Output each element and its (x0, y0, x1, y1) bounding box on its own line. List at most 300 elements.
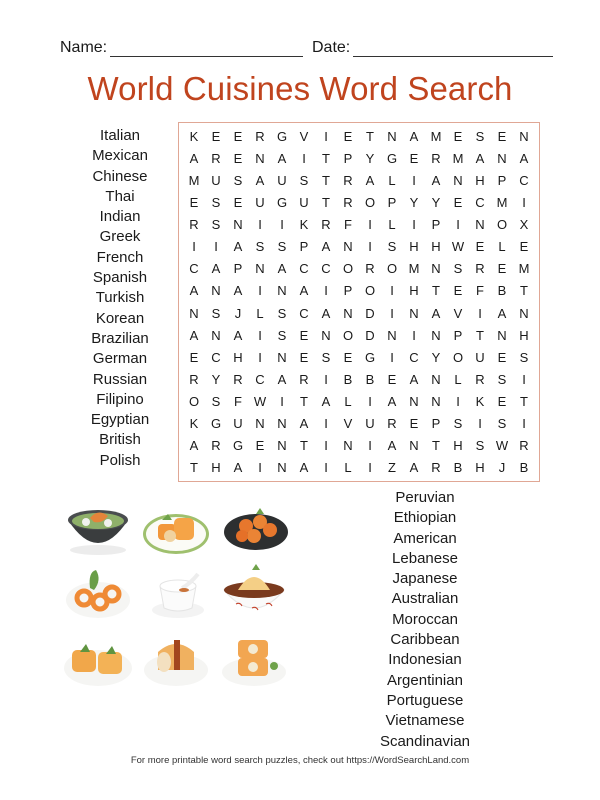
word-list-item: Mexican (92, 147, 148, 165)
grid-cell[interactable]: S (277, 239, 287, 255)
grid-cell[interactable]: T (432, 283, 440, 299)
grid-cell[interactable]: N (409, 394, 419, 410)
grid-cell[interactable]: K (475, 394, 485, 410)
grid-cell[interactable]: I (324, 438, 328, 454)
grid-cell[interactable]: L (388, 217, 396, 233)
word-list-item: Argentinian (387, 671, 463, 689)
grid-cell[interactable]: I (214, 239, 218, 255)
grid-cell[interactable]: K (189, 416, 199, 432)
grid-cell[interactable]: Y (431, 194, 441, 210)
grid-cell[interactable]: A (321, 239, 331, 255)
grid-cell[interactable]: N (277, 416, 287, 432)
grid-cell[interactable]: U (211, 172, 221, 188)
grid-cell[interactable]: N (497, 327, 507, 343)
grid-cell[interactable]: N (519, 305, 529, 321)
grid-cell[interactable]: C (519, 172, 529, 188)
grid-cell[interactable]: N (475, 217, 485, 233)
grid-cell[interactable]: H (409, 283, 419, 299)
grid-cell[interactable]: H (453, 438, 463, 454)
grid-cell[interactable]: E (453, 194, 463, 210)
grid-cell[interactable]: E (233, 194, 243, 210)
grid-cell[interactable]: A (189, 327, 199, 343)
grid-cell[interactable]: I (478, 305, 482, 321)
date-field[interactable] (312, 39, 553, 57)
grid-cell[interactable]: O (188, 394, 200, 410)
grid-cell[interactable]: R (211, 150, 221, 166)
grid-cell[interactable]: Y (431, 349, 441, 365)
grid-cell[interactable]: E (189, 194, 199, 210)
grid-cell[interactable]: N (255, 150, 265, 166)
grid-cell[interactable]: N (233, 217, 243, 233)
grid-cell[interactable]: W (253, 394, 267, 410)
grid-cell[interactable]: V (299, 128, 309, 144)
grid-cell[interactable]: G (276, 194, 288, 210)
grid-cell[interactable]: E (497, 349, 507, 365)
grid-cell[interactable]: P (431, 217, 441, 233)
grid-cell[interactable]: I (368, 394, 372, 410)
grid-cell[interactable]: P (299, 239, 309, 255)
grid-cell[interactable]: T (322, 194, 330, 210)
grid-cell[interactable]: A (409, 128, 419, 144)
grid-cell[interactable]: N (519, 128, 529, 144)
grid-cell[interactable]: E (497, 261, 507, 277)
grid-cell[interactable]: S (387, 239, 397, 255)
grid-cell[interactable]: R (189, 371, 199, 387)
grid-cell[interactable]: R (299, 371, 309, 387)
grid-cell[interactable]: T (300, 394, 308, 410)
food-illustrations (58, 498, 288, 698)
grid-cell[interactable]: I (324, 460, 328, 476)
grid-cell[interactable]: I (368, 217, 372, 233)
grid-cell[interactable]: R (211, 438, 221, 454)
grid-cell[interactable]: Y (211, 371, 221, 387)
grid-cell[interactable]: I (522, 194, 526, 210)
grid-cell[interactable]: P (431, 416, 441, 432)
grid-cell[interactable]: I (192, 239, 196, 255)
grid-cell[interactable]: N (343, 305, 353, 321)
grid-cell[interactable]: L (454, 371, 462, 387)
grid-cell[interactable]: I (412, 327, 416, 343)
grid-cell[interactable]: I (280, 217, 284, 233)
grid-cell[interactable]: I (280, 394, 284, 410)
grid-cell[interactable]: M (408, 261, 420, 277)
word-list-item: American (393, 529, 457, 547)
grid-cell[interactable]: I (258, 327, 262, 343)
grid-cell[interactable]: R (431, 460, 441, 476)
grid-cell[interactable]: E (255, 438, 265, 454)
grid-cell[interactable]: F (476, 283, 484, 299)
grid-cell[interactable]: N (277, 349, 287, 365)
grid-cell[interactable]: M (188, 172, 200, 188)
grid-cell[interactable]: T (190, 460, 198, 476)
grid-cell[interactable]: P (453, 327, 463, 343)
grid-cell[interactable]: A (233, 239, 243, 255)
grid-cell[interactable]: I (258, 460, 262, 476)
grid-cell[interactable]: A (299, 416, 309, 432)
grid-cell[interactable]: I (456, 217, 460, 233)
word-list-item: Vietnamese (385, 712, 465, 730)
grid-cell[interactable]: N (277, 438, 287, 454)
grid-cell[interactable]: A (387, 394, 397, 410)
grid-cell[interactable]: C (475, 194, 485, 210)
grid-cell[interactable]: B (365, 371, 375, 387)
grid-cell[interactable]: K (189, 128, 199, 144)
grid-cell[interactable]: E (409, 416, 419, 432)
sushi-rolls-plate-icon (218, 630, 290, 690)
grid-cell[interactable]: E (387, 371, 397, 387)
grid-cell[interactable]: R (255, 128, 265, 144)
grid-cell[interactable]: A (519, 150, 529, 166)
word-list-item: Australian (391, 590, 459, 608)
grid-cell[interactable]: B (497, 283, 507, 299)
grid-cell[interactable]: S (277, 305, 287, 321)
grid-cell[interactable]: T (520, 283, 528, 299)
shrimp-plate-icon (62, 564, 134, 624)
grid-cell[interactable]: A (189, 438, 199, 454)
grid-cell[interactable]: N (189, 305, 199, 321)
grid-cell[interactable]: N (211, 283, 221, 299)
grid-cell[interactable]: A (299, 460, 309, 476)
grid-cell[interactable]: P (233, 261, 243, 277)
grid-cell[interactable]: I (324, 128, 328, 144)
grid-cell[interactable]: V (453, 305, 463, 321)
grid-cell[interactable]: S (519, 349, 529, 365)
word-list-item: Turkish (95, 289, 145, 307)
bread-roll-plate-icon (140, 630, 212, 690)
grid-cell[interactable]: H (475, 172, 485, 188)
grid-cell[interactable]: L (344, 394, 352, 410)
grid-cell[interactable]: A (321, 305, 331, 321)
grid-cell[interactable]: C (211, 349, 221, 365)
word-list-item: Portuguese (386, 691, 464, 709)
grid-cell[interactable]: X (519, 217, 529, 233)
grid-cell[interactable]: S (453, 416, 463, 432)
grid-cell[interactable]: E (497, 128, 507, 144)
page-title: World Cuisines Word Search (87, 70, 513, 107)
date-label: Date: (312, 39, 351, 56)
grid-cell[interactable]: A (409, 371, 419, 387)
grid-cell[interactable]: I (478, 416, 482, 432)
pastries-plate-icon (62, 630, 134, 690)
grid-cell[interactable]: N (277, 460, 287, 476)
grid-cell[interactable]: N (431, 394, 441, 410)
word-list-item: Korean (95, 309, 145, 327)
grid-cell[interactable]: U (255, 194, 265, 210)
grid-cell[interactable]: E (409, 150, 419, 166)
grid-cell[interactable]: E (299, 327, 309, 343)
grid-cell[interactable]: W (451, 239, 465, 255)
grid-cell[interactable]: A (431, 305, 441, 321)
grid-cell[interactable]: S (321, 349, 331, 365)
grid-cell[interactable]: T (476, 327, 484, 343)
grid-cell[interactable]: G (386, 150, 398, 166)
custard-cup-icon (140, 564, 212, 624)
grid-cell[interactable]: E (233, 128, 243, 144)
grid-cell[interactable]: C (409, 349, 419, 365)
grid-cell[interactable]: I (368, 460, 372, 476)
grid-cell[interactable]: T (520, 394, 528, 410)
grid-cell[interactable]: A (321, 394, 331, 410)
grid-cell[interactable]: U (233, 416, 243, 432)
grid-cell[interactable]: N (497, 150, 507, 166)
name-line[interactable] (110, 46, 303, 57)
grid-cell[interactable]: W (495, 438, 509, 454)
grid-cell[interactable]: I (324, 416, 328, 432)
grid-cell[interactable]: N (277, 283, 287, 299)
grid-cell[interactable]: D (365, 327, 375, 343)
grid-cell[interactable]: P (387, 194, 397, 210)
grid-cell[interactable]: R (365, 261, 375, 277)
grid-cell[interactable]: A (387, 438, 397, 454)
grid-cell[interactable]: N (431, 261, 441, 277)
grid-cell[interactable]: R (431, 150, 441, 166)
grid-cell[interactable]: Y (409, 194, 419, 210)
grid-cell[interactable]: A (255, 172, 265, 188)
fried-rolls-plate-icon (140, 500, 212, 560)
grid-cell[interactable]: B (453, 460, 463, 476)
grid-cell[interactable]: U (365, 416, 375, 432)
grid-cell[interactable]: I (324, 283, 328, 299)
grid-cell[interactable]: S (277, 327, 287, 343)
grid-cell[interactable]: O (496, 217, 508, 233)
grid-cell[interactable]: A (497, 305, 507, 321)
grid-cell[interactable]: I (412, 217, 416, 233)
grid-cell[interactable]: C (255, 371, 265, 387)
grid-cell[interactable]: E (211, 128, 221, 144)
word-list-item: German (92, 350, 148, 368)
grid-cell[interactable]: R (519, 438, 529, 454)
grid-cell[interactable]: R (321, 217, 331, 233)
grid-cell[interactable]: M (518, 261, 530, 277)
grid-cell[interactable]: A (277, 371, 287, 387)
grid-cell[interactable]: E (475, 239, 485, 255)
grid-cell[interactable]: A (409, 460, 419, 476)
grid-cell[interactable]: G (364, 349, 376, 365)
grid-cell[interactable]: H (233, 349, 243, 365)
grid-cell[interactable]: H (475, 460, 485, 476)
grid-cell[interactable]: N (453, 172, 463, 188)
grid-cell[interactable]: D (365, 305, 375, 321)
grid-cell[interactable]: N (321, 327, 331, 343)
word-list-item: Indonesian (388, 651, 462, 669)
grid-cell[interactable]: I (456, 394, 460, 410)
grid-cell[interactable]: U (475, 349, 485, 365)
grid-cell[interactable]: L (256, 305, 264, 321)
grid-cell[interactable]: Z (388, 460, 396, 476)
grid-cell[interactable]: L (498, 239, 506, 255)
grid-cell[interactable]: N (431, 371, 441, 387)
grid-cell[interactable]: I (390, 283, 394, 299)
grid-cell[interactable]: T (322, 150, 330, 166)
grid-cell[interactable]: E (343, 349, 353, 365)
grid-cell[interactable]: M (452, 150, 464, 166)
date-line[interactable] (353, 46, 553, 57)
grid-cell[interactable]: R (475, 261, 485, 277)
grid-cell[interactable]: S (453, 261, 463, 277)
word-list-item: Brazilian (91, 329, 149, 347)
grid-cell[interactable]: S (211, 194, 221, 210)
grid-cell[interactable]: A (233, 283, 243, 299)
grid-cell[interactable]: S (211, 394, 221, 410)
grid-cell[interactable]: T (366, 128, 374, 144)
word-list-item: Egyptian (90, 411, 150, 429)
grid-cell[interactable]: S (299, 172, 309, 188)
grid-cell[interactable]: N (211, 327, 221, 343)
grid-cell[interactable]: S (497, 371, 507, 387)
grid-cell[interactable]: U (299, 194, 309, 210)
grid-cell[interactable]: E (233, 150, 243, 166)
grid-cell[interactable]: I (368, 438, 372, 454)
word-list-item: Caribbean (390, 631, 460, 649)
grid-cell[interactable]: G (276, 128, 288, 144)
word-list-item: Peruvian (395, 489, 455, 506)
grid-cell[interactable]: H (519, 327, 529, 343)
grid-cell[interactable]: I (258, 217, 262, 233)
grid-cell[interactable]: O (364, 194, 376, 210)
grid-cell[interactable]: R (475, 371, 485, 387)
grid-cell[interactable]: I (258, 349, 262, 365)
grid-cell[interactable]: K (299, 217, 309, 233)
grid-cell[interactable]: I (258, 283, 262, 299)
grid-cell[interactable]: A (233, 327, 243, 343)
grid-cell[interactable]: E (343, 128, 353, 144)
grid-cell[interactable]: O (364, 283, 376, 299)
name-field[interactable] (60, 39, 303, 57)
grid-cell[interactable]: H (211, 460, 221, 476)
grid-cell[interactable]: J (234, 305, 242, 321)
grid-cell[interactable]: F (344, 217, 352, 233)
grid-cell[interactable]: L (388, 172, 396, 188)
fried-balls-plate-icon (218, 500, 290, 560)
grid-cell[interactable]: I (412, 172, 416, 188)
word-list-left (80, 126, 160, 471)
grid-cell[interactable]: C (189, 261, 199, 277)
grid-cell[interactable]: N (343, 239, 353, 255)
grid-cell[interactable]: A (475, 150, 485, 166)
grid-cell[interactable]: P (343, 283, 353, 299)
grid-cell[interactable]: S (211, 305, 221, 321)
grid-cell[interactable]: T (322, 172, 330, 188)
word-list-item: Indian (99, 208, 141, 226)
grid-cell[interactable]: I (522, 371, 526, 387)
grid-cell[interactable]: R (189, 217, 199, 233)
grid-cell[interactable]: Y (365, 150, 375, 166)
grid-cell[interactable]: B (343, 371, 353, 387)
grid-cell[interactable]: R (387, 416, 397, 432)
grid-cell[interactable]: N (343, 438, 353, 454)
grid-cell[interactable]: A (365, 172, 375, 188)
footer-text: For more printable word search puzzles, check out https://WordSearchLand.com (130, 755, 470, 766)
grid-cell[interactable]: I (390, 305, 394, 321)
grid-cell[interactable]: J (498, 460, 506, 476)
grid-cell[interactable]: A (431, 172, 441, 188)
grid-cell[interactable]: S (475, 438, 485, 454)
grid-cell[interactable]: V (343, 416, 353, 432)
grid-cell[interactable]: A (211, 261, 221, 277)
grid-cell[interactable]: E (497, 394, 507, 410)
grid-cell[interactable]: O (342, 261, 354, 277)
grid-cell[interactable]: C (321, 261, 331, 277)
grid-cell[interactable]: G (232, 438, 244, 454)
grid-cell[interactable]: E (299, 349, 309, 365)
grid-cell[interactable]: E (189, 349, 199, 365)
grid-cell[interactable]: I (390, 349, 394, 365)
grid-cell[interactable]: A (189, 283, 199, 299)
grid-cell[interactable]: N (431, 327, 441, 343)
word-list-item: Ethiopian (393, 509, 457, 527)
grid-cell[interactable]: T (432, 438, 440, 454)
grid-cell[interactable]: M (496, 194, 508, 210)
grid-cell[interactable]: M (430, 128, 442, 144)
word-list-item: Thai (105, 187, 135, 205)
grid-cell[interactable]: P (497, 172, 507, 188)
grid-cell[interactable]: A (233, 460, 243, 476)
grid-cell[interactable]: E (453, 128, 463, 144)
grid-cell[interactable]: R (343, 194, 353, 210)
word-list-right (360, 488, 490, 752)
grid-cell[interactable]: E (519, 239, 529, 255)
grid-cell[interactable]: E (453, 283, 463, 299)
grid-cell[interactable]: S (497, 416, 507, 432)
grid-cell[interactable]: G (210, 416, 222, 432)
grid-cell[interactable]: P (343, 150, 353, 166)
grid-cell[interactable]: N (255, 261, 265, 277)
grid-cell[interactable]: H (431, 239, 441, 255)
grid-cell[interactable]: S (475, 128, 485, 144)
grid-cell[interactable]: I (302, 150, 306, 166)
grid-cell[interactable]: C (299, 305, 309, 321)
grid-cell[interactable]: U (277, 172, 287, 188)
grid-cell[interactable]: O (342, 327, 354, 343)
word-list-item: Japanese (392, 570, 458, 588)
word-list-item: Italian (99, 127, 141, 144)
grid-cell[interactable]: L (344, 460, 352, 476)
grid-cell[interactable]: S (233, 172, 243, 188)
grid-cell[interactable]: A (189, 150, 199, 166)
grid-cell[interactable]: S (211, 217, 221, 233)
grid-cell[interactable]: N (387, 128, 397, 144)
grid-cell[interactable]: N (255, 416, 265, 432)
grid-cell[interactable]: H (409, 239, 419, 255)
grid-cell[interactable]: R (343, 172, 353, 188)
grid-cell[interactable]: I (522, 416, 526, 432)
word-list-item: Polish (99, 451, 141, 469)
grid-cell[interactable]: A (277, 261, 287, 277)
dumpling-bowl-icon (218, 564, 290, 624)
grid-cell[interactable]: I (324, 371, 328, 387)
word-list-item: Scandinavian (379, 732, 471, 750)
word-list-item: Filipino (96, 390, 144, 408)
grid-cell[interactable]: N (409, 305, 419, 321)
grid-cell[interactable]: O (386, 261, 398, 277)
grid-cell[interactable]: I (368, 239, 372, 255)
name-label: Name: (60, 39, 108, 56)
word-list-item: British (99, 431, 141, 449)
grid-cell[interactable]: T (300, 438, 308, 454)
grid-cell[interactable]: C (299, 261, 309, 277)
grid-cell[interactable]: S (255, 239, 265, 255)
grid-cell[interactable]: A (277, 150, 287, 166)
letter-grid (178, 122, 540, 482)
grid-cell[interactable]: N (387, 327, 397, 343)
grid-cell[interactable]: O (452, 349, 464, 365)
grid-cell[interactable]: N (409, 438, 419, 454)
grid-cell[interactable]: B (519, 460, 529, 476)
grid-cell[interactable]: A (299, 283, 309, 299)
word-list-item: Greek (99, 228, 141, 246)
grid-cell[interactable]: F (234, 394, 242, 410)
grid-cell[interactable]: R (233, 371, 243, 387)
